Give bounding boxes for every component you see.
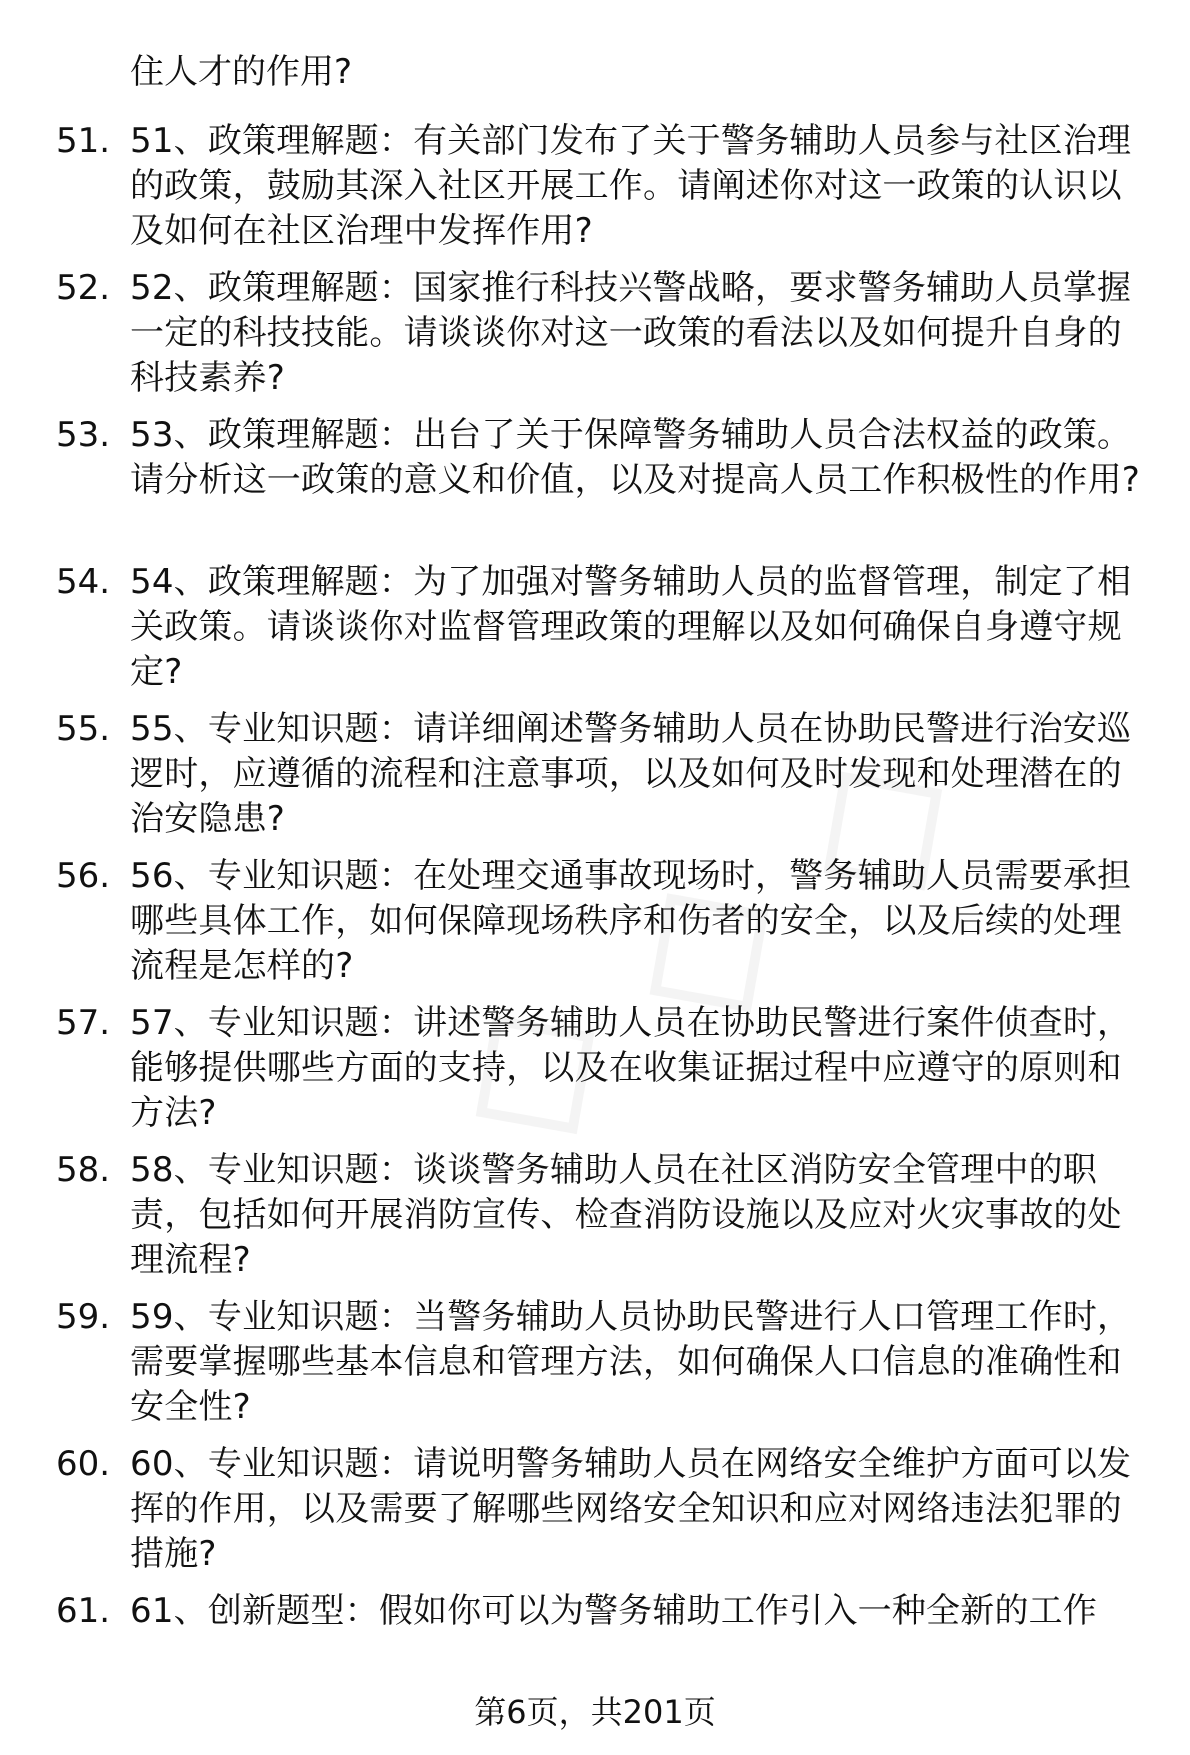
page-footer: 第6页，共201页 xyxy=(474,1693,716,1731)
question-text: 59、专业知识题：当警务辅助人员协助民警进行人口管理工作时，需要掌握哪些基本信息和管理方法，如何确保人口信息的准确性和安全性? xyxy=(130,1297,1132,1427)
list-item xyxy=(0,1442,1190,1589)
question-text: 55、专业知识题：请详细阐述警务辅助人员在协助民警进行治安巡逻时，应遵循的流程和注意事项，以及如何及时发现和处理潜在的治安隐患? xyxy=(130,709,1132,839)
list-item xyxy=(0,1295,1190,1442)
question-list xyxy=(0,119,1190,1641)
question-number: 57. xyxy=(56,1003,111,1043)
question-text: 61、创新题型：假如你可以为警务辅助工作引入一种全新的工作 xyxy=(130,1591,1098,1631)
list-item xyxy=(0,1001,1190,1148)
question-number: 53. xyxy=(56,415,111,455)
question-number: 61. xyxy=(56,1591,111,1631)
question-text: 51、政策理解题：有关部门发布了关于警务辅助人员参与社区治理的政策，鼓励其深入社区开展工作。请阐述你对这一政策的认识以及如何在社区治理中发挥作用? xyxy=(130,121,1132,251)
question-number: 60. xyxy=(56,1444,111,1484)
question-text: 60、专业知识题：请说明警务辅助人员在网络安全维护方面可以发挥的作用，以及需要了解哪些网络安全知识和应对网络违法犯罪的措施? xyxy=(130,1444,1132,1574)
question-text: 57、专业知识题：讲述警务辅助人员在协助民警进行案件侦查时，能够提供哪些方面的支持，以及在收集证据过程中应遵守的原则和方法? xyxy=(130,1003,1132,1133)
list-item xyxy=(0,560,1190,707)
question-number: 55. xyxy=(56,709,111,749)
question-text: 53、政策理解题：出台了关于保障警务辅助人员合法权益的政策。请分析这一政策的意义和价值，以及对提高人员工作积极性的作用? xyxy=(130,415,1141,500)
list-item xyxy=(0,266,1190,413)
question-text: 54、政策理解题：为了加强对警务辅助人员的监督管理，制定了相关政策。请谈谈你对监督管理政策的理解以及如何确保自身遵守规定? xyxy=(130,562,1132,692)
list-item xyxy=(0,854,1190,1001)
question-number: 56. xyxy=(56,856,111,896)
list-item xyxy=(0,413,1190,560)
list-item xyxy=(0,707,1190,854)
list-item xyxy=(0,1148,1190,1295)
continuation-text: 住人才的作用? xyxy=(130,52,353,92)
question-number: 59. xyxy=(56,1297,111,1337)
question-text: 58、专业知识题：谈谈警务辅助人员在社区消防安全管理中的职责，包括如何开展消防宣传、检查消防设施以及应对火灾事故的处理流程? xyxy=(130,1150,1122,1280)
question-number: 51. xyxy=(56,121,111,161)
list-item xyxy=(0,119,1190,266)
question-text: 52、政策理解题：国家推行科技兴警战略，要求警务辅助人员掌握一定的科技技能。请谈谈你对这一政策的看法以及如何提升自身的科技素养? xyxy=(130,268,1132,398)
list-item xyxy=(0,1589,1190,1641)
question-number: 52. xyxy=(56,268,111,308)
question-text: 56、专业知识题：在处理交通事故现场时，警务辅助人员需要承担哪些具体工作，如何保障现场秩序和伤者的安全，以及后续的处理流程是怎样的? xyxy=(130,856,1132,986)
question-number: 58. xyxy=(56,1150,111,1190)
question-number: 54. xyxy=(56,562,111,602)
